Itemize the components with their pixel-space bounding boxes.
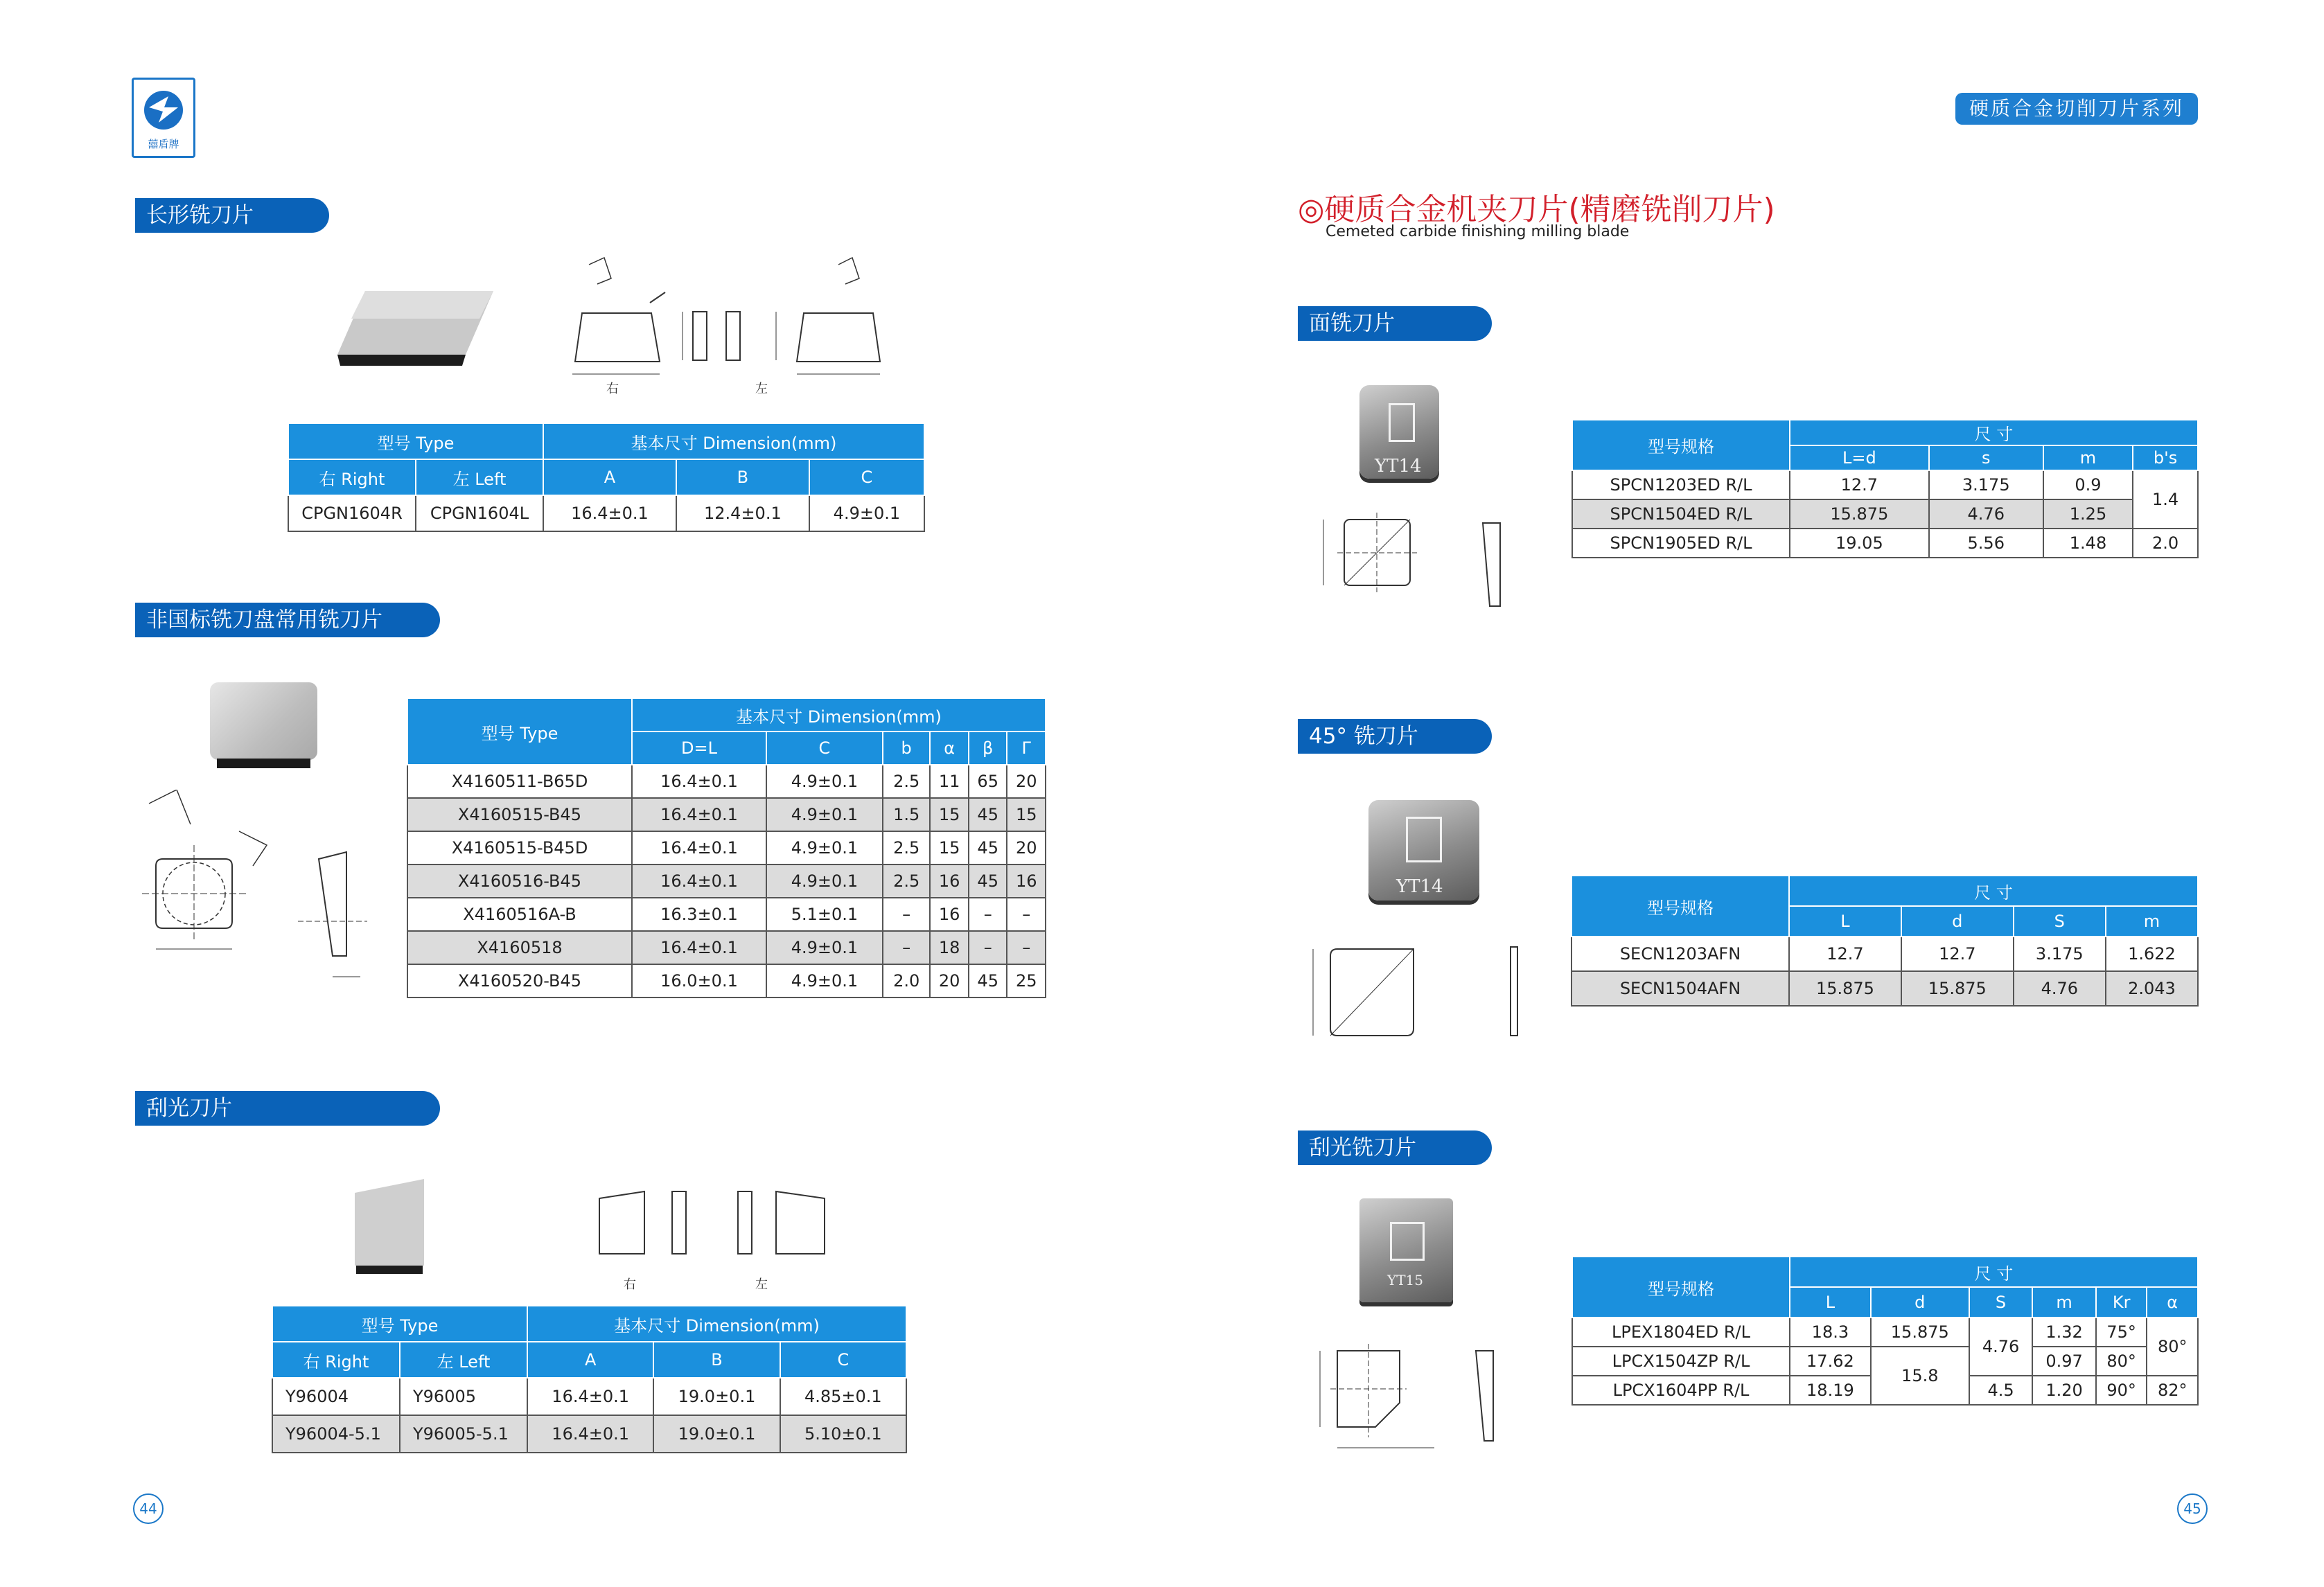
table-cell: 19.05 [1790,529,1929,558]
col-dimension: 基本尺寸 Dimension(mm) [543,423,924,459]
col-type: 型号 Type [272,1306,527,1342]
table-cell: LPCX1604PP R/L [1572,1376,1790,1405]
col-dl: D=L [632,732,766,765]
table-row [1572,1347,2198,1376]
table-cell: 45 [969,865,1007,898]
table-cell: 15.875 [1901,971,2014,1006]
cell: CPGN1604L [416,495,543,531]
long-insert-diagram [568,251,894,410]
col-gamma: Γ [1007,732,1046,765]
table-cell: 80° [2147,1318,2198,1376]
table-cell: Y96005-5.1 [400,1415,527,1453]
table-long-milling [288,423,925,532]
table-cell: 15.875 [1789,971,1901,1006]
table-cell: 12.7 [1790,470,1929,499]
table-cell: 18 [930,931,969,964]
table-row [1572,1318,2198,1347]
table-row [407,798,1046,831]
table-cell: 4.5 [1969,1376,2033,1405]
table-cell: 16.4±0.1 [527,1415,653,1453]
table-cell: 4.9±0.1 [766,765,883,798]
table-cell: X4160511-B65D [407,765,632,798]
table-cell: 2.5 [883,831,931,865]
table-cell: 20 [1007,765,1046,798]
table-cell: 12.7 [1789,937,1901,971]
table-cell: 16.4±0.1 [632,798,766,831]
table-cell: 16.4±0.1 [632,865,766,898]
col-dimension: 尺 寸 [1789,876,2198,906]
table-row [1572,470,2198,499]
table-cell: LPEX1804ED R/L [1572,1318,1790,1347]
col-alpha: α [930,732,969,765]
45-insert-diagram [1303,932,1531,1053]
table-cell: 1.622 [2106,937,2198,971]
table-cell: 2.0 [2133,529,2198,558]
col-type: 型号 Type [407,698,632,765]
col-l: L [1790,1287,1871,1318]
table-scraping-milling [1572,1256,2199,1406]
table-cell: 19.0±0.1 [653,1378,780,1415]
table-cell: 16.4±0.1 [632,831,766,865]
table-row [407,931,1046,964]
table-cell: 25 [1007,964,1046,998]
table-cell: 18.3 [1790,1318,1871,1347]
col-c: C [780,1342,906,1378]
scraping-insert-photo [355,1179,424,1276]
table-cell: 3.175 [2014,937,2106,971]
section-heading-nonstandard: 非国标铣刀盘常用铣刀片 [135,603,440,637]
table-cell: 1.4 [2133,470,2198,529]
col-l: L [1789,906,1901,937]
table-cell: 4.76 [1969,1318,2033,1376]
table-cell: 16 [930,898,969,931]
table-cell: SPCN1905ED R/L [1572,529,1790,558]
table-cell: 1.25 [2043,499,2133,529]
col-right: 右 Right [272,1342,400,1378]
section-heading-face-milling: 面铣刀片 [1298,306,1492,341]
face-insert-photo [1359,385,1439,479]
table-cell: – [1007,931,1046,964]
table-cell: 45 [969,798,1007,831]
page-number-left: 44 [133,1493,164,1524]
scraping-insert-diagram [568,1150,866,1295]
table-face-milling [1572,419,2199,558]
table-row [407,865,1046,898]
col-m: m [2043,445,2133,470]
table-row [272,1378,906,1415]
cell: 12.4±0.1 [676,495,809,531]
table-cell: 75° [2096,1318,2147,1347]
section-heading-long-milling: 长形铣刀片 [135,198,329,233]
col-d: d [1871,1287,1969,1318]
table-cell: 15 [1007,798,1046,831]
scraping-milling-insert-photo [1359,1198,1453,1302]
table-cell: X4160518 [407,931,632,964]
table-cell: X4160516-B45 [407,865,632,898]
table-cell: 4.85±0.1 [780,1378,906,1415]
col-model: 型号规格 [1572,876,1789,937]
table-cell: 11 [930,765,969,798]
table-cell: 17.62 [1790,1347,1871,1376]
table-cell: 18.19 [1790,1376,1871,1405]
table-cell: 80° [2096,1347,2147,1376]
table-cell: 0.97 [2032,1347,2096,1376]
col-a: A [527,1342,653,1378]
table-row [407,964,1046,998]
cell: 4.9±0.1 [809,495,924,531]
table-row [288,495,924,531]
cell: CPGN1604R [288,495,416,531]
table-cell: 15.875 [1790,499,1929,529]
table-cell: SECN1504AFN [1572,971,1789,1006]
table-cell: – [883,931,931,964]
col-m: m [2106,906,2198,937]
table-cell: 3.175 [1929,470,2043,499]
table-cell: 16 [1007,865,1046,898]
table-cell: X4160515-B45D [407,831,632,865]
table-cell: 16.4±0.1 [632,931,766,964]
square-insert-side-diagram [291,817,374,998]
table-cell: 1.5 [883,798,931,831]
col-b: b [883,732,931,765]
series-badge: 硬质合金切削刀片系列 [1955,93,2198,125]
insert-grade-text: YT15 [1387,1272,1423,1288]
long-insert-photo [337,291,493,367]
table-cell: 20 [1007,831,1046,865]
45-insert-photo [1368,800,1479,901]
table-row [272,1415,906,1453]
table-row [1572,499,2198,529]
col-a: A [543,459,676,495]
table-cell: 0.9 [2043,470,2133,499]
table-cell: 90° [2096,1376,2147,1405]
col-model: 型号规格 [1572,420,1790,470]
table-cell: 45 [969,964,1007,998]
table-cell: 16.0±0.1 [632,964,766,998]
table-nonstandard [407,698,1046,998]
scraping-milling-diagram [1310,1337,1524,1469]
table-cell: 4.9±0.1 [766,798,883,831]
col-type: 型号 Type [288,423,543,459]
table-cell: 82° [2147,1376,2198,1405]
face-insert-diagram [1310,499,1531,637]
table-cell: 20 [930,964,969,998]
page-title: ◎硬质合金机夹刀片(精磨铣削刀片) [1298,192,1775,227]
col-model: 型号规格 [1572,1257,1790,1318]
table-cell: 2.5 [883,865,931,898]
col-dimension: 基本尺寸 Dimension(mm) [527,1306,906,1342]
table-row [407,765,1046,798]
cell: 16.4±0.1 [543,495,676,531]
table-cell: 45 [969,831,1007,865]
section-heading-scraping: 刮光刀片 [135,1091,440,1126]
table-cell: Y96005 [400,1378,527,1415]
col-c: C [766,732,883,765]
col-left: 左 Left [416,459,543,495]
table-cell: 5.56 [1929,529,2043,558]
diagram-label-right: 右 [624,1277,636,1292]
table-cell: 2.043 [2106,971,2198,1006]
table-cell: X4160515-B45 [407,798,632,831]
col-alpha: α [2147,1287,2198,1318]
col-left: 左 Left [400,1342,527,1378]
table-cell: SECN1203AFN [1572,937,1789,971]
table-cell: 2.0 [883,964,931,998]
table-row [1572,937,2198,971]
table-row [1572,529,2198,558]
table-cell: 16.4±0.1 [632,765,766,798]
col-d: d [1901,906,2014,937]
table-cell: 12.7 [1901,937,2014,971]
brand-logo [132,78,195,158]
table-cell: 5.10±0.1 [780,1415,906,1453]
col-m: m [2032,1287,2096,1318]
table-cell: 4.76 [1929,499,2043,529]
col-kr: Kr [2096,1287,2147,1318]
brand-logo-text: 囍盾牌 [148,138,179,150]
col-s: s [1929,445,2043,470]
table-cell: 4.9±0.1 [766,865,883,898]
table-cell: X4160516A-B [407,898,632,931]
col-s: S [1969,1287,2033,1318]
col-b: B [653,1342,780,1378]
section-heading-scraping-milling: 刮光铣刀片 [1298,1131,1492,1165]
col-b: B [676,459,809,495]
col-dimension: 基本尺寸 Dimension(mm) [632,698,1046,732]
table-cell: 1.48 [2043,529,2133,558]
table-row [407,898,1046,931]
table-cell: 15 [930,798,969,831]
table-cell: – [1007,898,1046,931]
diagram-label-left: 左 [755,382,768,396]
table-cell: 19.0±0.1 [653,1415,780,1453]
table-cell: 4.9±0.1 [766,931,883,964]
page-subtitle: Cemeted carbide finishing milling blade [1326,223,1630,240]
col-right: 右 Right [288,459,416,495]
table-cell: – [969,898,1007,931]
table-cell: – [883,898,931,931]
table-cell: 4.9±0.1 [766,964,883,998]
diagram-label-right: 右 [606,382,619,396]
col-s: S [2014,906,2106,937]
table-row [407,831,1046,865]
col-ld: L=d [1790,445,1929,470]
table-cell: Y96004 [272,1378,400,1415]
table-cell: 4.76 [2014,971,2106,1006]
table-cell: 15 [930,831,969,865]
table-cell: 5.1±0.1 [766,898,883,931]
table-cell: 1.20 [2032,1376,2096,1405]
col-dimension: 尺 寸 [1790,1257,2198,1287]
col-beta: β [969,732,1007,765]
col-dimension: 尺 寸 [1790,420,2198,445]
table-cell: 65 [969,765,1007,798]
insert-grade-text: YT14 [1375,456,1422,477]
section-heading-45-milling: 45° 铣刀片 [1298,719,1492,754]
table-cell: 16 [930,865,969,898]
table-45-milling [1571,875,2199,1007]
col-c: C [809,459,924,495]
table-cell: SPCN1504ED R/L [1572,499,1790,529]
table-cell: 16.3±0.1 [632,898,766,931]
table-cell: – [969,931,1007,964]
table-scraping [272,1305,907,1453]
table-cell: 1.32 [2032,1318,2096,1347]
table-cell: 4.9±0.1 [766,831,883,865]
table-cell: 15.8 [1871,1347,1969,1405]
diagram-label-left: 左 [755,1277,768,1292]
table-cell: 15.875 [1871,1318,1969,1347]
table-cell: LPCX1504ZP R/L [1572,1347,1790,1376]
table-cell: 2.5 [883,765,931,798]
table-cell: Y96004-5.1 [272,1415,400,1453]
table-cell: SPCN1203ED R/L [1572,470,1790,499]
table-cell: X4160520-B45 [407,964,632,998]
page-number-right: 45 [2177,1493,2208,1524]
col-bs: b's [2133,445,2198,470]
square-insert-photo [210,682,317,771]
table-cell: 16.4±0.1 [527,1378,653,1415]
table-row [1572,971,2198,1006]
insert-grade-text: YT14 [1396,876,1443,897]
